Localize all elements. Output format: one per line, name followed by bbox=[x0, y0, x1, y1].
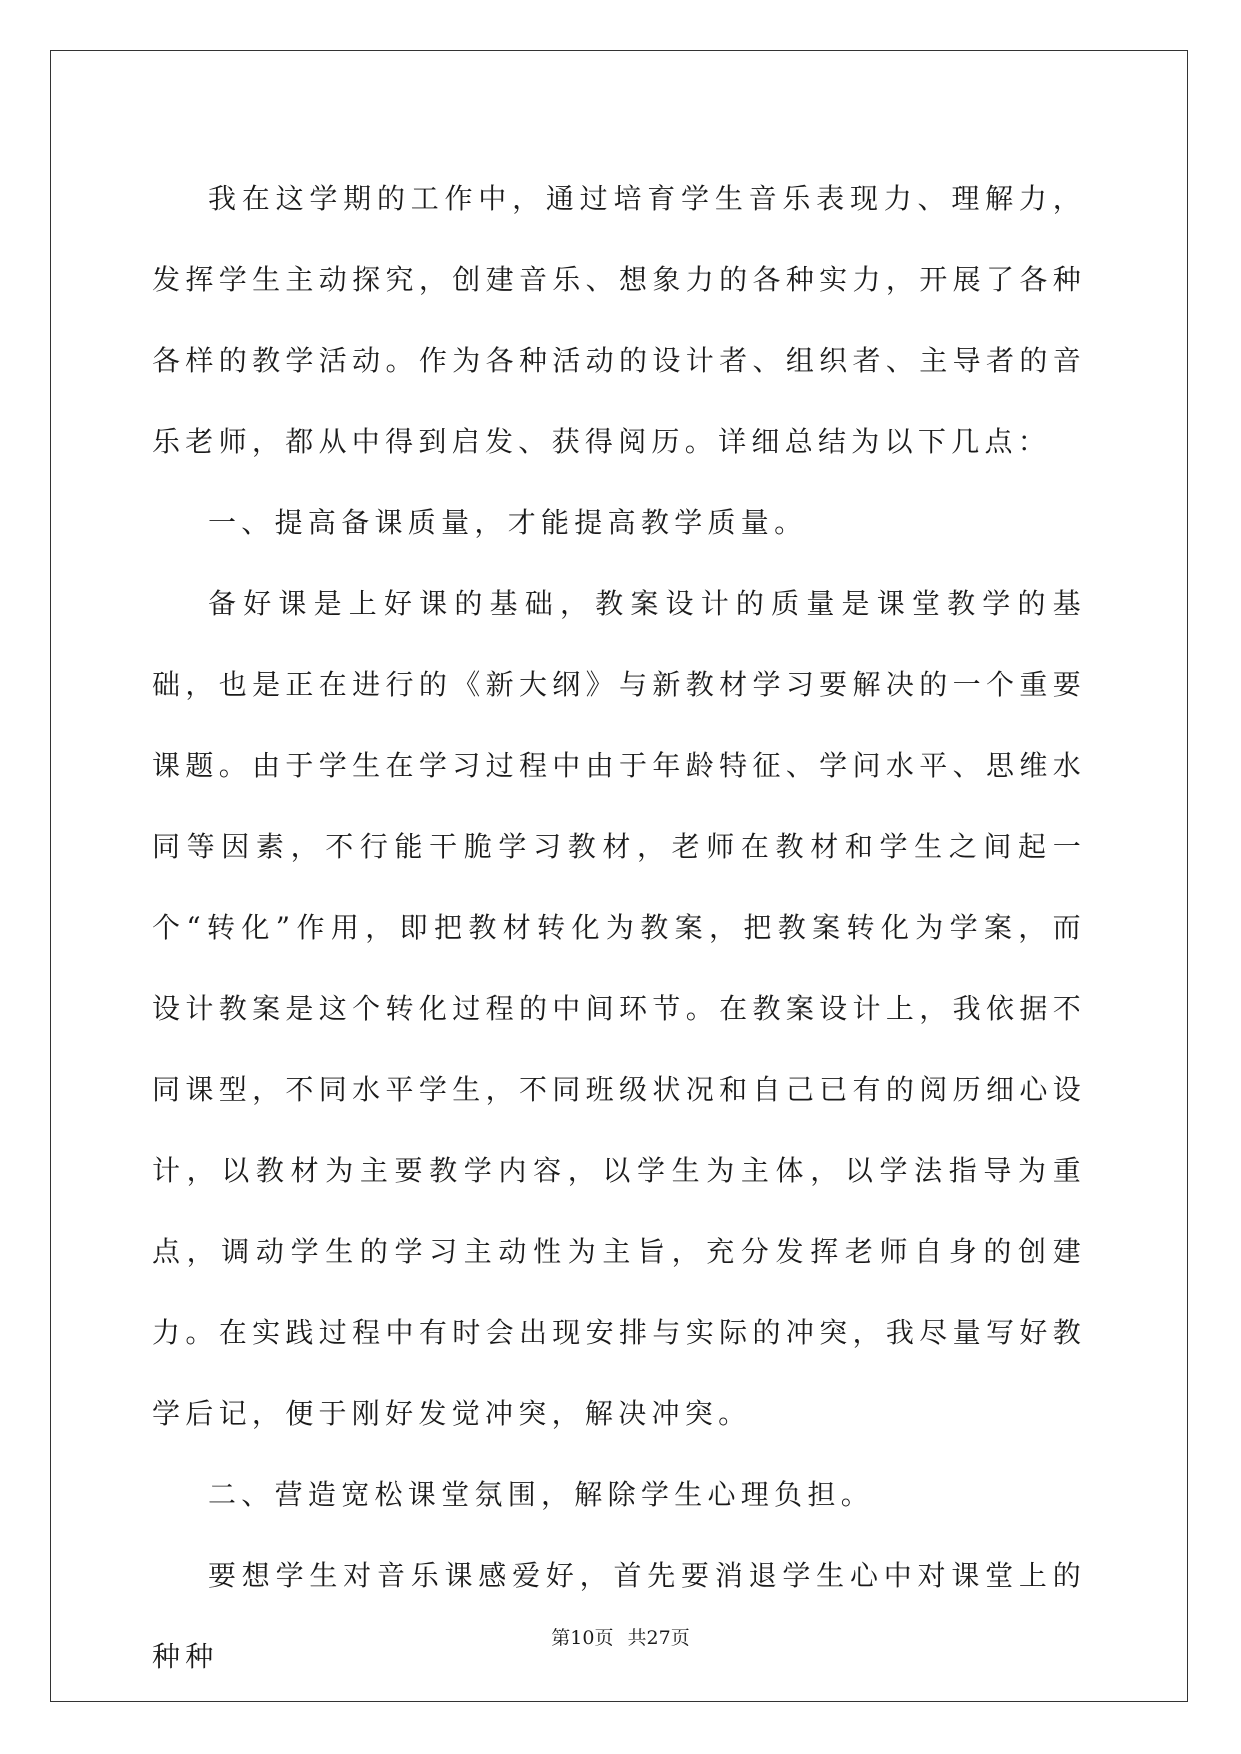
heading-section-2: 二、营造宽松课堂氛围，解除学生心理负担。 bbox=[208, 1478, 875, 1511]
page-footer bbox=[0, 1626, 1241, 1650]
paragraph-classroom-atmosphere: 要想学生对音乐课感爱好，首先要消退学生心中对课堂上的种种 bbox=[152, 1559, 1086, 1673]
paragraph-lesson-prep: 备好课是上好课的基础，教案设计的质量是课堂教学的基础，也是正在进行的《新大纲》与新教材学习要解决的一个重要课题。由于学生在学习过程中由于年龄特征、学问水平、思维水同等因素，不行能干脆学习教材，老师在教材和学生之间起一个“转化”作用，即把教材转化为教案，把教案转化为学案，而设计教案是这个转化过程的中间环节。在教案设计上，我依据不同课型，不同水平学生，不同班级状况和自己已有的阅历细心设计，以教材为主要教学内容，以学生为主体，以学法指导为重点，调动学生的学习主动性为主旨，充分发挥老师自身的创建力。在实践过程中有时会出现安排与实际的冲突，我尽量写好教学后记，便于刚好发觉冲突，解决冲突。 bbox=[152, 587, 1086, 1430]
heading-section-1: 一、提高备课质量，才能提高教学质量。 bbox=[208, 506, 808, 539]
document-body bbox=[152, 158, 1086, 1697]
paragraph-intro: 我在这学期的工作中，通过培育学生音乐表现力、理解力，发挥学生主动探究，创建音乐、想象力的各种实力，开展了各种各样的教学活动。作为各种活动的设计者、组织者、主导者的音乐老师，都从中得到启发、获得阅历。详细总结为以下几点： bbox=[152, 182, 1086, 458]
page-number-current: 第10页 bbox=[551, 1627, 614, 1649]
page-number-total: 共27页 bbox=[627, 1627, 690, 1649]
